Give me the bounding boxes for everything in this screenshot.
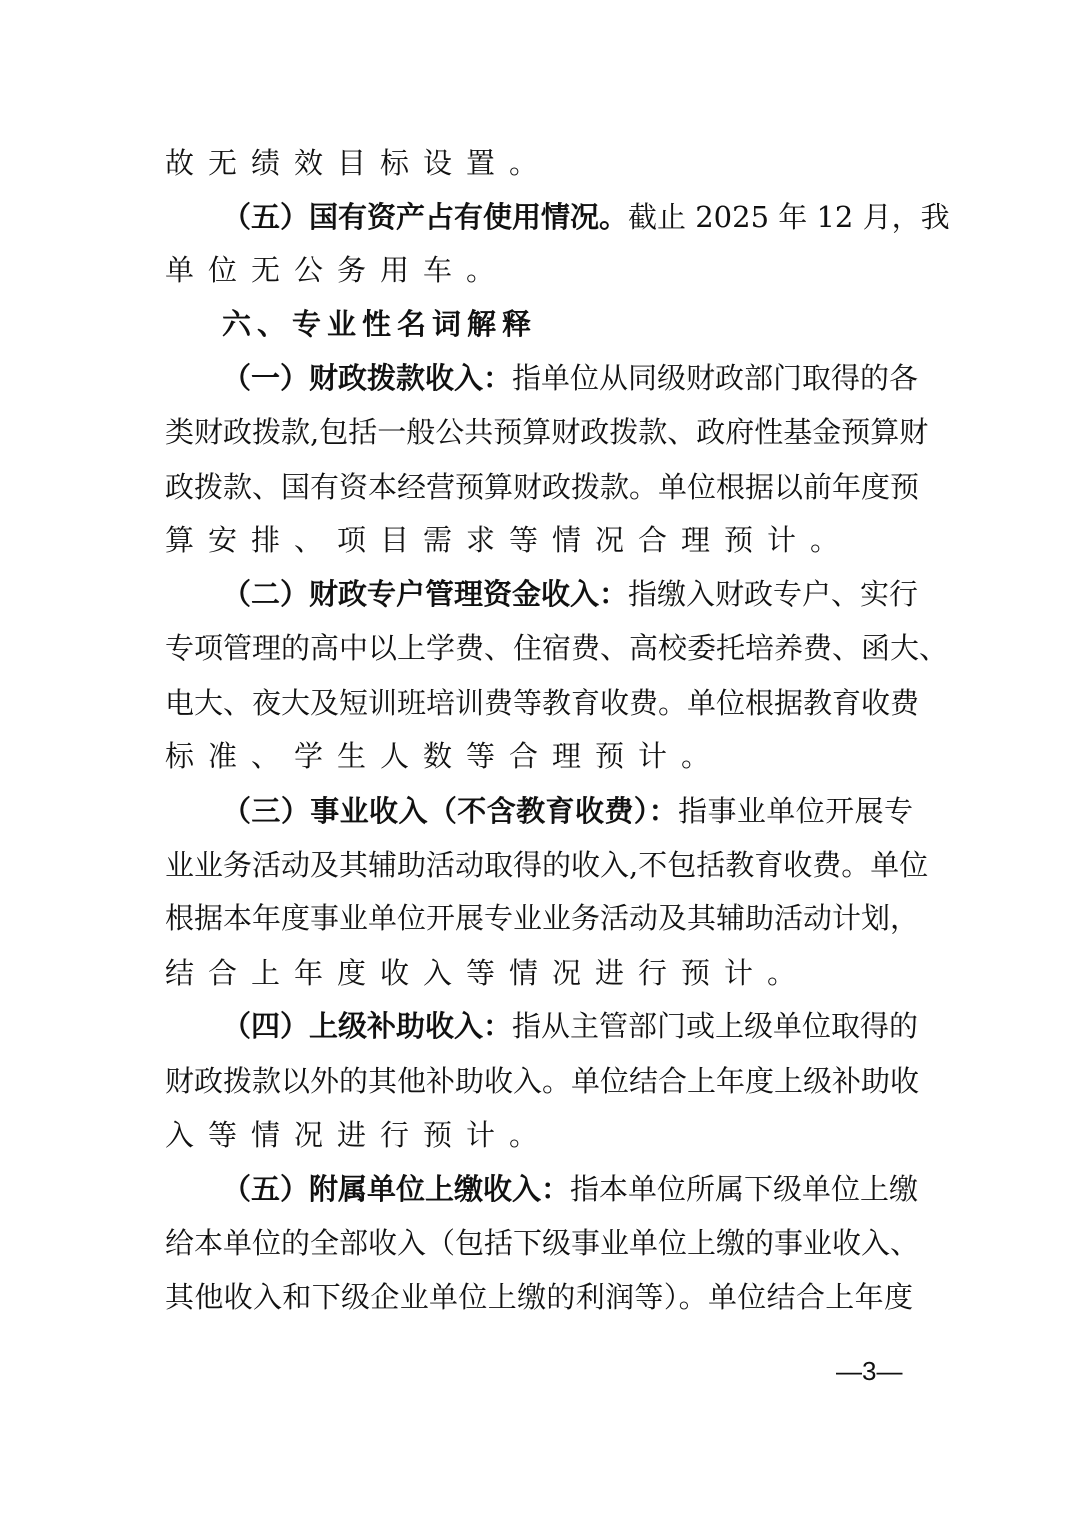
page-number: —3— (836, 1356, 903, 1386)
text-line: 财政拨款以外的其他补助收入。单位结合上年度上级补助收 (165, 1064, 920, 1098)
term-lead: （三）事业收入（不含教育收费）： (222, 794, 679, 828)
text-line: 政拨款、国有资本经营预算财政拨款。单位根据以前年度预 (165, 470, 920, 504)
text-line: 单位无公务用车。 (165, 253, 510, 287)
text-span: 指从主管部门或上级单位取得的 (512, 1009, 919, 1043)
section-heading: 六、专业性名词解释 (222, 307, 538, 341)
text-line: 业业务活动及其辅助活动取得的收入,不包括教育收费。单位 (165, 848, 929, 882)
term-lead: （四）上级补助收入： (222, 1009, 513, 1043)
text-line (222, 197, 950, 237)
section-lead: （五）国有资产占有使用情况。 (222, 200, 629, 234)
text-line: 标准、学生人数等合理预计。 (165, 739, 725, 773)
text-span: 指缴入财政专户、实行 (628, 577, 919, 611)
text-line (222, 358, 919, 398)
text-line: 电大、夜大及短训班培训费等教育收费。单位根据教育收费 (165, 686, 920, 720)
text-span: 指单位从同级财政部门取得的各 (512, 361, 919, 395)
text-line: 故无绩效目标设置。 (165, 146, 553, 180)
text-line: 其他收入和下级企业单位上缴的利润等）。单位结合上年度 (165, 1280, 913, 1314)
text-span: 截止 2025 年 12 月，我 (628, 200, 950, 234)
text-line: 结合上年度收入等情况进行预计。 (165, 956, 811, 990)
text-line: 类财政拨款,包括一般公共预算财政拨款、政府性基金预算财 (165, 415, 929, 449)
text-span: 指本单位所属下级单位上缴 (570, 1172, 919, 1206)
term-lead: （五）附属单位上缴收入： (222, 1172, 571, 1206)
text-line: 专项管理的高中以上学费、住宿费、高校委托培养费、函大、 (165, 631, 949, 665)
text-line: 入等情况进行预计。 (165, 1118, 553, 1152)
text-line (222, 1006, 919, 1046)
term-lead: （二）财政专户管理资金收入： (222, 577, 629, 611)
text-span: 指事业单位开展专 (678, 794, 913, 828)
text-line (222, 1169, 919, 1209)
text-line: 根据本年度事业单位开展专业业务活动及其辅助活动计划， (165, 901, 920, 935)
term-lead: （一）财政拨款收入： (222, 361, 513, 395)
text-line: 给本单位的全部收入（包括下级事业单位上缴的事业收入、 (165, 1226, 920, 1260)
text-line (222, 574, 919, 614)
text-line: 算安排、项目需求等情况合理预计。 (165, 523, 854, 557)
text-line (222, 791, 913, 831)
